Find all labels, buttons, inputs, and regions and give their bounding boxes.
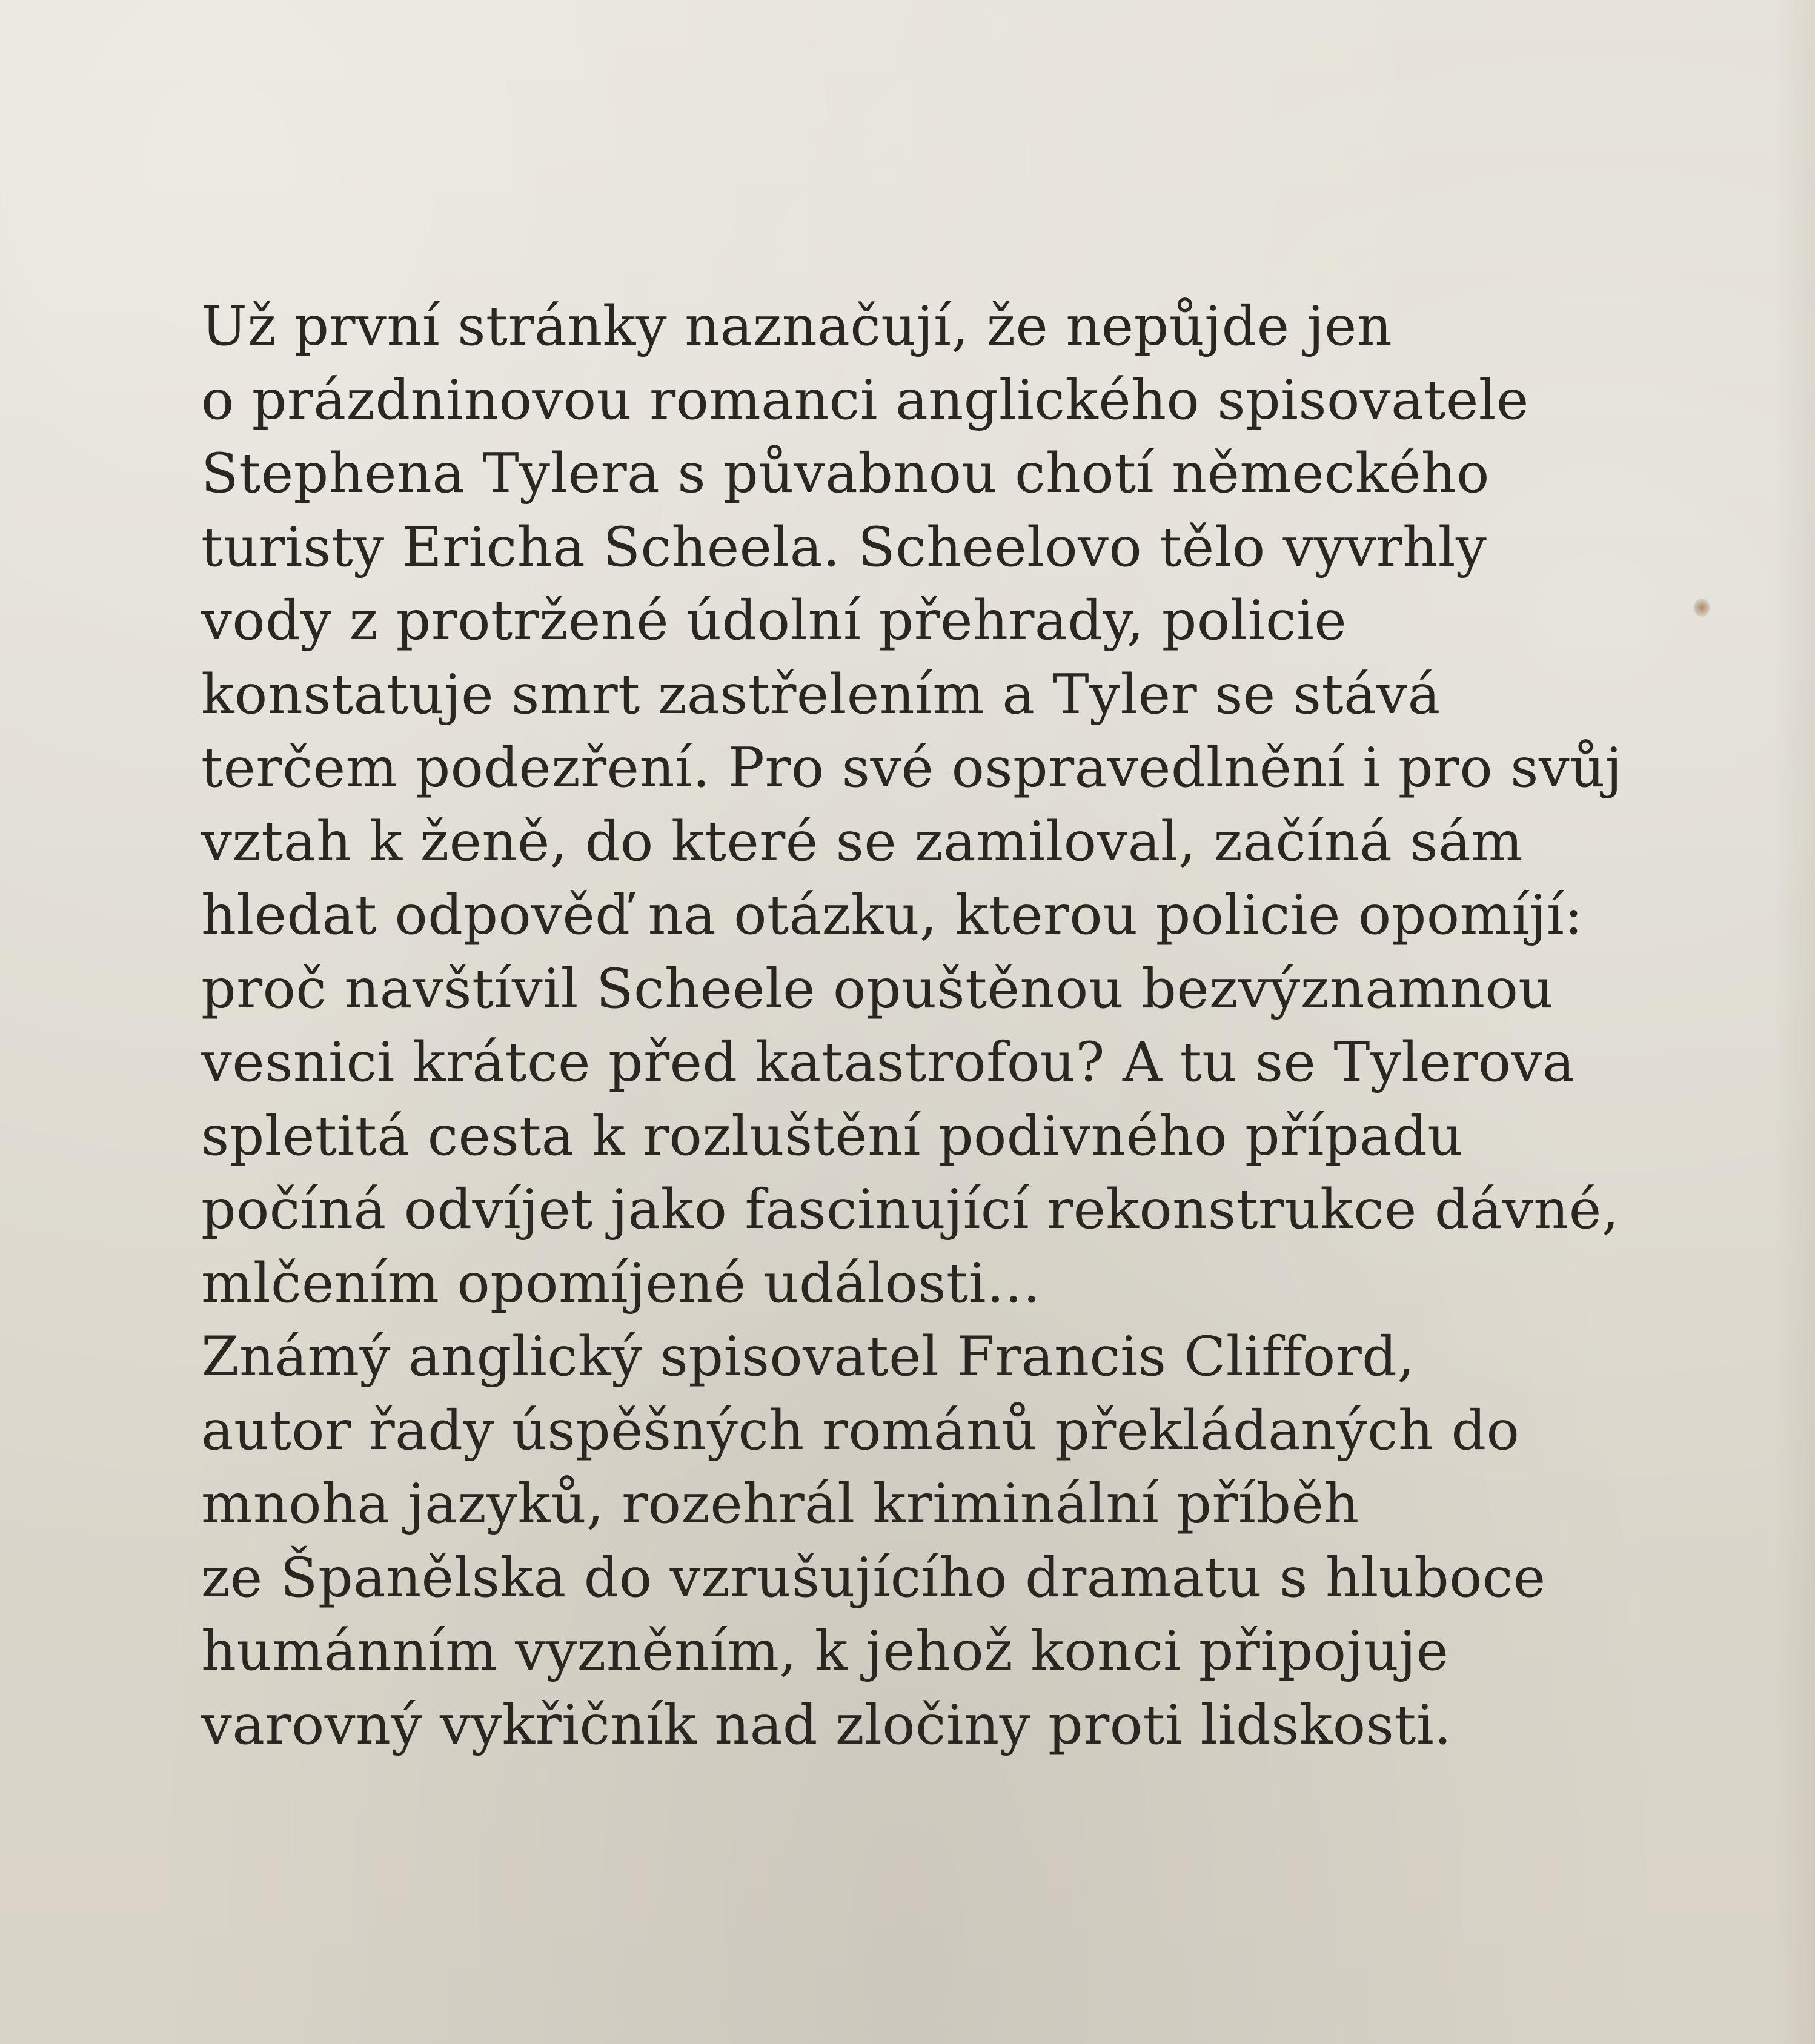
text-line: Už první stránky naznačují, že nepůjde jen [201, 294, 1393, 358]
text-line: vztah k ženě, do které se zamiloval, začíná sám [201, 809, 1524, 874]
text-line: Známý anglický spisovatel Francis Clifford, [201, 1325, 1415, 1389]
text-line: ze Španělska do vzrušujícího dramatu s hluboce [201, 1545, 1546, 1610]
text-line: terčem podezření. Pro své ospravedlnění i pro svůj [201, 736, 1623, 800]
text-line: mnoha jazyků, rozehrál kriminální příběh [201, 1472, 1359, 1536]
page-edge-shadow [1773, 0, 1815, 2044]
text-line: varovný vykřičník nad zločiny proti lidskosti. [201, 1693, 1452, 1757]
text-line: hledat odpověď na otázku, kterou policie opomíjí: [201, 883, 1584, 947]
text-line: mlčením opomíjené události… [201, 1251, 1041, 1315]
text-line: Stephena Tylera s půvabnou chotí německého [201, 442, 1490, 505]
text-line: spletitá cesta k rozluštění podivného případu [201, 1104, 1463, 1168]
text-line: autor řady úspěšných románů překládaných do [201, 1398, 1520, 1462]
text-line: turisty Ericha Scheela. Scheelovo tělo vyvrhly [201, 515, 1487, 579]
paper-stain [1694, 599, 1710, 617]
text-line: počíná odvíjet jako fascinující rekonstrukce dávné, [201, 1178, 1619, 1241]
text-line: vody z protržené údolní přehrady, policie [201, 589, 1347, 652]
text-line: konstatuje smrt zastřelením a Tyler se stává [201, 662, 1441, 726]
text-line: proč navštívil Scheele opuštěnou bezvýznamnou [201, 957, 1554, 1021]
blurb-text [201, 290, 1667, 1762]
text-line: o prázdninovou romanci anglického spisovatele [201, 368, 1529, 432]
text-line: vesnici krátce před katastrofou? A tu se Tylerova [201, 1030, 1576, 1094]
text-line: humánním vyzněním, k jehož konci připojuje [201, 1619, 1449, 1683]
